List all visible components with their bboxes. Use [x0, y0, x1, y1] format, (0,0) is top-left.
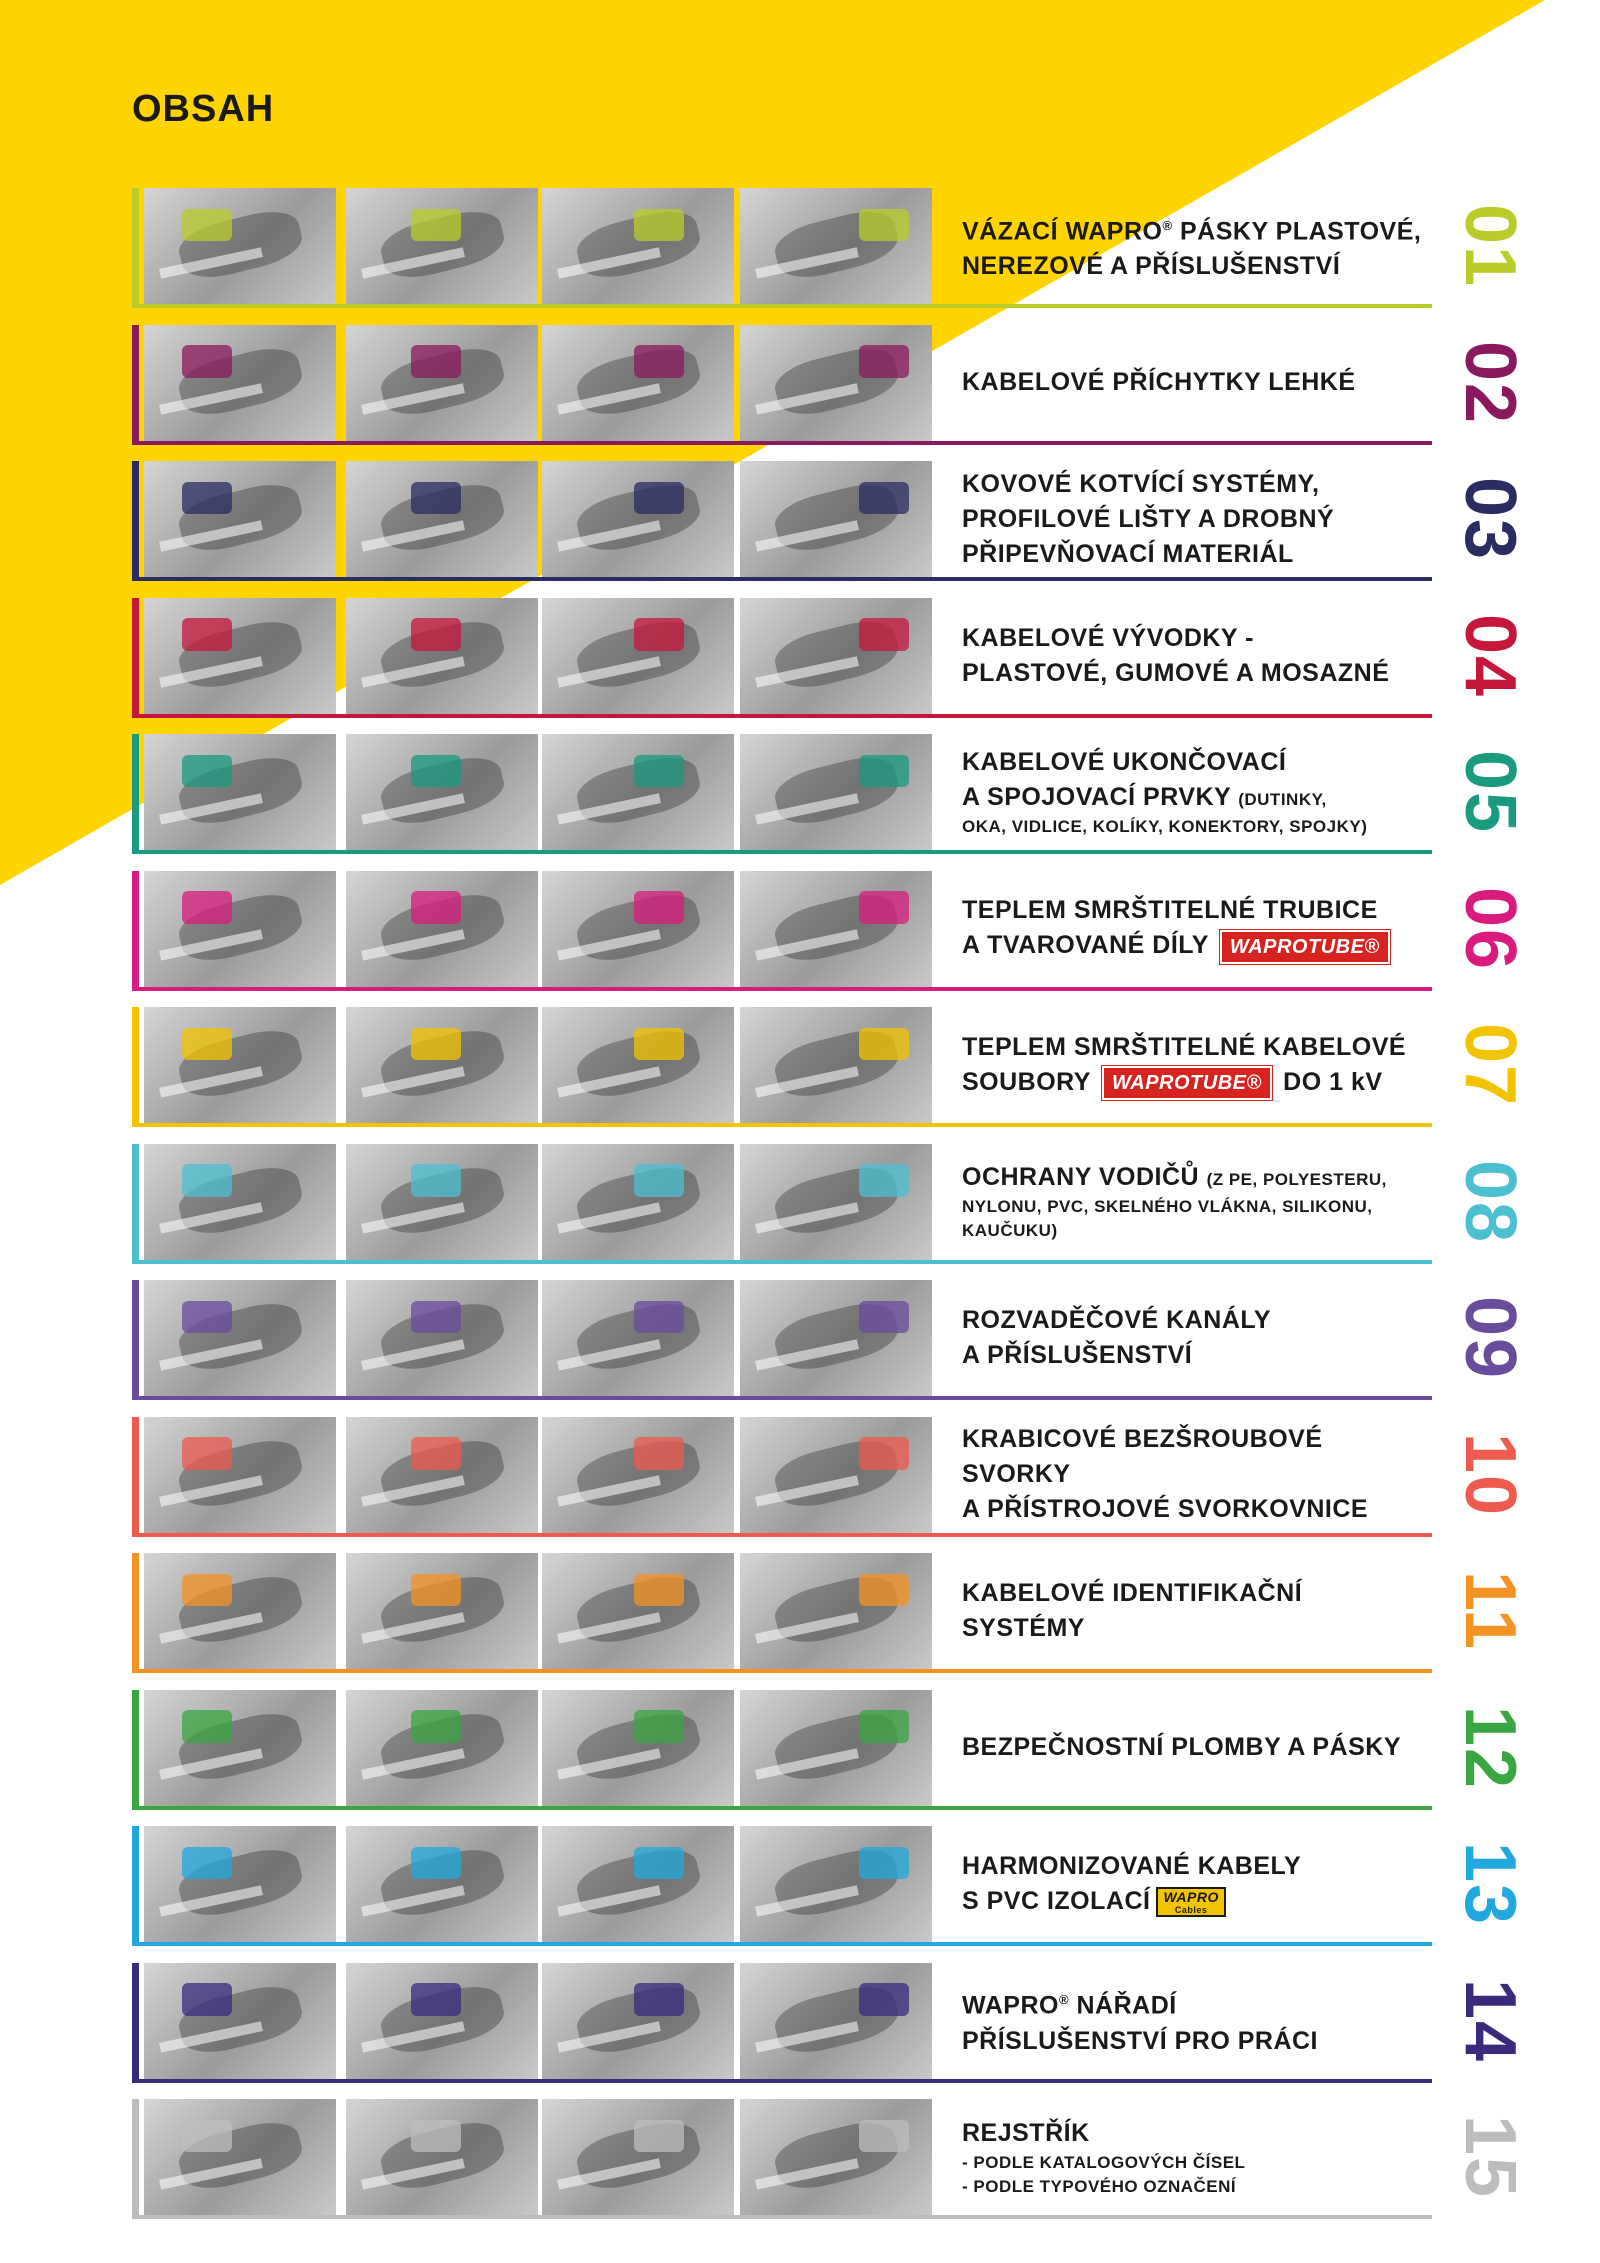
section-number[interactable] — [1440, 871, 1540, 987]
section-title-line — [962, 2151, 1432, 2175]
text-run: NYLONU, PVC, SKELNÉHO VLÁKNA, SILIKONU, — [962, 1197, 1373, 1216]
section-title-line — [962, 1422, 1432, 1492]
photo-accent — [859, 1847, 909, 1879]
section-number-text: 12 — [1450, 1705, 1530, 1790]
photo-accent — [411, 1847, 461, 1879]
photo-accent — [182, 1847, 232, 1879]
section-title[interactable] — [962, 188, 1432, 304]
photo-accent — [411, 1301, 461, 1333]
photo-accent — [411, 1028, 461, 1060]
product-photo — [740, 1280, 932, 1396]
text-run: A TVAROVANÉ DÍLY — [962, 931, 1216, 960]
section-title-line — [962, 656, 1432, 691]
waprotube-badge: WAPROTUBE® — [1102, 1066, 1272, 1100]
text-run: PÁSKY PLASTOVÉ, — [1172, 217, 1422, 246]
section-title[interactable] — [962, 1690, 1432, 1806]
toc-row[interactable] — [132, 1553, 1540, 1673]
product-photo — [542, 734, 734, 850]
row-underline — [132, 1669, 1432, 1673]
toc-row[interactable] — [132, 1417, 1540, 1537]
text-run: WAPRO — [962, 1991, 1059, 2020]
toc-row[interactable] — [132, 1690, 1540, 1810]
photo-accent — [634, 1301, 684, 1333]
text-run: OCHRANY VODIČŮ — [962, 1163, 1207, 1191]
section-title[interactable] — [962, 325, 1432, 441]
toc-row[interactable] — [132, 598, 1540, 718]
photo-accent — [634, 1028, 684, 1060]
page-title: OBSAH — [132, 88, 275, 130]
photo-accent — [411, 618, 461, 650]
product-photo — [346, 1553, 538, 1669]
photo-accent — [182, 1983, 232, 2015]
photo-accent — [859, 482, 909, 514]
section-number-text: 01 — [1450, 203, 1530, 289]
row-color-bar — [132, 1963, 139, 2079]
section-title[interactable] — [962, 734, 1432, 850]
row-color-bar — [132, 461, 139, 577]
text-run: - PODLE TYPOVÉHO OZNAČENÍ — [962, 2176, 1237, 2196]
row-underline — [132, 1806, 1432, 1810]
product-photo — [144, 2099, 336, 2215]
section-number-text: 06 — [1450, 886, 1530, 971]
toc-row[interactable] — [132, 871, 1540, 991]
product-photo — [740, 734, 932, 850]
product-photo — [740, 871, 932, 987]
photo-accent — [634, 618, 684, 650]
section-title-line — [962, 815, 1432, 839]
text-run: PROFILOVÉ LIŠTY A DROBNÝ — [962, 504, 1335, 533]
product-photo — [542, 1007, 734, 1123]
section-title-line — [962, 1982, 1432, 2023]
section-number-text: 09 — [1450, 1295, 1530, 1381]
section-title-line — [962, 1160, 1432, 1195]
section-number[interactable] — [1440, 1280, 1540, 1396]
section-number-text: 07 — [1450, 1022, 1530, 1108]
section-title[interactable] — [962, 1007, 1432, 1123]
photo-accent — [859, 1710, 909, 1742]
row-color-bar — [132, 1144, 139, 1260]
product-photo — [542, 2099, 734, 2215]
section-title-line — [962, 1030, 1432, 1065]
photo-accent — [182, 755, 232, 787]
product-photo — [740, 1417, 932, 1533]
text-run: REJSTŘÍK — [962, 2118, 1090, 2147]
section-title[interactable] — [962, 1826, 1432, 1942]
text-run: A PŘÍSTROJOVÉ SVORKOVNICE — [962, 1495, 1369, 1523]
section-title-line — [962, 1730, 1432, 1765]
product-photo — [346, 1007, 538, 1123]
text-run: PŘIPEVŇOVACÍ MATERIÁL — [962, 539, 1294, 568]
photo-accent — [859, 1028, 909, 1060]
photo-accent — [859, 891, 909, 923]
registered-mark: ® — [1162, 217, 1173, 233]
row-underline — [132, 987, 1432, 991]
section-title-line — [962, 1849, 1432, 1884]
text-run: TEPLEM SMRŠTITELNÉ TRUBICE — [962, 896, 1378, 925]
logo-sub-text: Cables — [1174, 1905, 1208, 1916]
text-run: KABELOVÉ UKONČOVACÍ — [962, 748, 1287, 776]
photo-accent — [182, 1710, 232, 1742]
product-photo — [144, 1280, 336, 1396]
photo-accent — [182, 209, 232, 241]
section-number-text: 03 — [1450, 476, 1530, 562]
photo-accent — [411, 482, 461, 514]
section-title[interactable] — [962, 871, 1432, 987]
row-underline — [132, 1123, 1432, 1127]
product-photo — [144, 1553, 336, 1669]
product-photo — [740, 325, 932, 441]
product-photo — [346, 2099, 538, 2215]
product-photo — [740, 461, 932, 577]
product-photo — [542, 598, 734, 714]
product-photo — [542, 325, 734, 441]
row-color-bar — [132, 1826, 139, 1942]
product-photo — [144, 734, 336, 850]
text-run: PŘÍSLUŠENSTVÍ PRO PRÁCI — [962, 2026, 1318, 2055]
text-run: KABELOVÉ IDENTIFIKAČNÍ SYSTÉMY — [962, 1579, 1303, 1642]
row-color-bar — [132, 1690, 139, 1806]
section-number[interactable] — [1440, 1007, 1540, 1123]
product-photo — [346, 1144, 538, 1260]
text-run: KABELOVÉ PŘÍCHYTKY LEHKÉ — [962, 368, 1356, 396]
photo-accent — [634, 1847, 684, 1879]
wapro-cables-logo — [1156, 1887, 1225, 1917]
section-title-line — [962, 1303, 1432, 1338]
photo-accent — [634, 482, 684, 514]
product-photo — [346, 1280, 538, 1396]
product-photo — [144, 598, 336, 714]
photo-accent — [859, 755, 909, 787]
section-number[interactable] — [1440, 461, 1540, 577]
product-photo — [542, 1963, 734, 2079]
photo-accent — [182, 618, 232, 650]
product-photo — [542, 1553, 734, 1669]
product-photo — [346, 1826, 538, 1942]
product-photo — [542, 871, 734, 987]
product-photo — [346, 461, 538, 577]
row-color-bar — [132, 1280, 139, 1396]
product-photo — [740, 1144, 932, 1260]
section-title-line — [962, 208, 1432, 249]
photo-accent — [411, 1164, 461, 1196]
text-run: (DUTINKY, — [1238, 790, 1327, 809]
row-underline — [132, 1533, 1432, 1537]
product-photo — [740, 1553, 932, 1669]
section-title-line — [962, 1065, 1432, 1100]
photo-accent — [859, 618, 909, 650]
section-title-line — [962, 1884, 1432, 1919]
product-photo — [346, 1690, 538, 1806]
section-title[interactable] — [962, 1417, 1432, 1533]
product-photo — [740, 1007, 932, 1123]
toc-row[interactable] — [132, 2099, 1540, 2219]
product-photo — [346, 734, 538, 850]
section-title-line — [962, 2024, 1432, 2059]
section-number-text: 04 — [1450, 613, 1530, 698]
section-title-line — [962, 1195, 1432, 1219]
photo-accent — [859, 1301, 909, 1333]
row-underline — [132, 1396, 1432, 1400]
section-number[interactable] — [1440, 1963, 1540, 2079]
section-number-text: 08 — [1450, 1159, 1530, 1244]
row-color-bar — [132, 2099, 139, 2215]
photo-accent — [634, 1710, 684, 1742]
row-color-bar — [132, 1007, 139, 1123]
section-title[interactable] — [962, 1144, 1432, 1260]
photo-accent — [859, 1437, 909, 1469]
row-color-bar — [132, 188, 139, 304]
section-title-line — [962, 537, 1432, 572]
product-photo — [542, 1417, 734, 1533]
product-photo — [740, 2099, 932, 2215]
section-number-text: 15 — [1450, 2114, 1530, 2200]
row-color-bar — [132, 871, 139, 987]
table-of-contents — [132, 188, 1540, 2228]
section-title-line — [962, 893, 1432, 928]
text-run: BEZPEČNOSTNÍ PLOMBY A PÁSKY — [962, 1733, 1402, 1761]
product-photo — [144, 188, 336, 304]
photo-accent — [411, 209, 461, 241]
section-number[interactable] — [1440, 1826, 1540, 1942]
photo-accent — [634, 755, 684, 787]
section-title-line — [962, 621, 1432, 656]
photo-accent — [634, 891, 684, 923]
product-photo — [740, 1963, 932, 2079]
row-color-bar — [132, 1417, 139, 1533]
text-run: VÁZACÍ WAPRO — [962, 217, 1163, 246]
product-photo — [144, 1963, 336, 2079]
text-run: DO 1 kV — [1275, 1067, 1383, 1096]
text-run: KOVOVÉ KOTVÍCÍ SYSTÉMY, — [962, 469, 1320, 498]
photo-accent — [859, 1983, 909, 2015]
product-photo — [144, 1690, 336, 1806]
section-number-text: 10 — [1450, 1432, 1530, 1517]
photo-accent — [411, 755, 461, 787]
toc-row[interactable] — [132, 461, 1540, 581]
row-underline — [132, 2215, 1432, 2219]
section-number-text: 14 — [1450, 1978, 1530, 2063]
text-run: S PVC IZOLACÍ — [962, 1887, 1151, 1915]
text-run: KRABICOVÉ BEZŠROUBOVÉ SVORKY — [962, 1425, 1323, 1488]
product-photo — [144, 1144, 336, 1260]
product-photo — [144, 1007, 336, 1123]
photo-accent — [411, 1710, 461, 1742]
section-title-line — [962, 2175, 1432, 2199]
section-title[interactable] — [962, 1963, 1432, 2079]
product-photo — [346, 325, 538, 441]
text-run: HARMONIZOVANÉ KABELY — [962, 1852, 1302, 1880]
text-run: A SPOJOVACÍ PRVKY — [962, 783, 1239, 811]
photo-accent — [411, 1437, 461, 1469]
product-photo — [144, 871, 336, 987]
section-title[interactable] — [962, 598, 1432, 714]
photo-accent — [182, 1028, 232, 1060]
product-photo — [144, 1417, 336, 1533]
text-run: KABELOVÉ VÝVODKY - — [962, 623, 1254, 652]
toc-row[interactable] — [132, 1280, 1540, 1400]
product-photo — [542, 188, 734, 304]
row-underline — [132, 577, 1432, 581]
photo-accent — [634, 1164, 684, 1196]
text-run: KAUČUKU) — [962, 1221, 1058, 1240]
text-run: NEREZOVÉ A PŘÍSLUŠENSTVÍ — [962, 252, 1341, 281]
photo-accent — [634, 1437, 684, 1469]
text-run: - PODLE KATALOGOVÝCH ČÍSEL — [962, 2152, 1246, 2172]
photo-accent — [634, 345, 684, 377]
photo-accent — [182, 891, 232, 923]
photo-accent — [634, 209, 684, 241]
row-underline — [132, 304, 1432, 308]
section-title[interactable] — [962, 1553, 1432, 1669]
row-underline — [132, 850, 1432, 854]
toc-row[interactable] — [132, 1007, 1540, 1127]
text-run: NÁŘADÍ — [1069, 1991, 1177, 2020]
photo-accent — [859, 1574, 909, 1606]
text-run: (Z PE, POLYESTERU, — [1206, 1170, 1387, 1189]
section-number[interactable] — [1440, 188, 1540, 304]
photo-accent — [859, 1164, 909, 1196]
text-run: ROZVADĚČOVÉ KANÁLY — [962, 1306, 1272, 1334]
photo-accent — [182, 1164, 232, 1196]
photo-accent — [182, 1574, 232, 1606]
waprotube-badge: WAPROTUBE® — [1220, 930, 1390, 964]
product-photo — [144, 461, 336, 577]
section-title-line — [962, 467, 1432, 502]
section-number-text: 11 — [1450, 1570, 1530, 1652]
section-title-line — [962, 2116, 1432, 2151]
section-title-line — [962, 249, 1432, 284]
text-run: PLASTOVÉ, GUMOVÉ A MOSAZNÉ — [962, 658, 1390, 687]
row-color-bar — [132, 325, 139, 441]
toc-row[interactable] — [132, 188, 1540, 308]
photo-accent — [182, 1437, 232, 1469]
section-title[interactable] — [962, 1280, 1432, 1396]
toc-row[interactable] — [132, 325, 1540, 445]
photo-accent — [411, 345, 461, 377]
photo-accent — [182, 345, 232, 377]
row-underline — [132, 714, 1432, 718]
row-color-bar — [132, 1553, 139, 1669]
row-underline — [132, 1260, 1432, 1264]
product-photo — [144, 325, 336, 441]
product-photo — [346, 1963, 538, 2079]
section-number-text: 05 — [1450, 749, 1530, 835]
photo-accent — [634, 1983, 684, 2015]
section-number[interactable] — [1440, 1690, 1540, 1806]
toc-row[interactable] — [132, 1144, 1540, 1264]
section-number[interactable] — [1440, 598, 1540, 714]
text-run: SOUBORY — [962, 1067, 1098, 1096]
registered-mark: ® — [1058, 1992, 1070, 2008]
product-photo — [542, 1690, 734, 1806]
section-number-text: 02 — [1450, 340, 1530, 425]
section-title-line — [962, 928, 1432, 963]
photo-accent — [859, 209, 909, 241]
section-title-line — [962, 1338, 1432, 1373]
section-number[interactable] — [1440, 1553, 1540, 1669]
product-photo — [740, 598, 932, 714]
photo-accent — [411, 891, 461, 923]
photo-accent — [411, 2120, 461, 2152]
section-number[interactable] — [1440, 734, 1540, 850]
product-photo — [542, 461, 734, 577]
section-title-line — [962, 780, 1432, 815]
section-title-line — [962, 365, 1432, 400]
section-number[interactable] — [1440, 325, 1540, 441]
photo-accent — [411, 1574, 461, 1606]
toc-row[interactable] — [132, 1826, 1540, 1946]
photo-accent — [411, 1983, 461, 2015]
row-underline — [132, 441, 1432, 445]
toc-row[interactable] — [132, 734, 1540, 854]
product-photo — [346, 598, 538, 714]
product-photo — [740, 188, 932, 304]
product-photo — [346, 188, 538, 304]
photo-accent — [634, 2120, 684, 2152]
section-number-text: 13 — [1450, 1841, 1530, 1927]
photo-accent — [859, 2120, 909, 2152]
section-title[interactable] — [962, 461, 1432, 577]
product-photo — [740, 1690, 932, 1806]
photo-accent — [182, 2120, 232, 2152]
section-title-line — [962, 1219, 1432, 1243]
text-run: A PŘÍSLUŠENSTVÍ — [962, 1341, 1193, 1369]
row-color-bar — [132, 734, 139, 850]
row-underline — [132, 2079, 1432, 2083]
section-title-line — [962, 745, 1432, 780]
row-color-bar — [132, 598, 139, 714]
text-run: TEPLEM SMRŠTITELNÉ KABELOVÉ — [962, 1032, 1407, 1061]
product-photo — [542, 1280, 734, 1396]
photo-accent — [859, 345, 909, 377]
photo-accent — [182, 482, 232, 514]
section-title-line — [962, 1576, 1432, 1646]
section-number[interactable] — [1440, 2099, 1540, 2215]
section-title-line — [962, 502, 1432, 537]
toc-row[interactable] — [132, 1963, 1540, 2083]
photo-accent — [182, 1301, 232, 1333]
row-underline — [132, 1942, 1432, 1946]
product-photo — [346, 1417, 538, 1533]
text-run: OKA, VIDLICE, KOLÍKY, KONEKTORY, SPOJKY) — [962, 817, 1368, 836]
product-photo — [542, 1144, 734, 1260]
section-number[interactable] — [1440, 1144, 1540, 1260]
section-title[interactable] — [962, 2099, 1432, 2215]
logo-main-text: WAPRO — [1163, 1889, 1219, 1906]
product-photo — [740, 1826, 932, 1942]
section-number[interactable] — [1440, 1417, 1540, 1533]
photo-accent — [634, 1574, 684, 1606]
product-photo — [346, 871, 538, 987]
product-photo — [542, 1826, 734, 1942]
product-photo — [144, 1826, 336, 1942]
section-title-line — [962, 1492, 1432, 1527]
